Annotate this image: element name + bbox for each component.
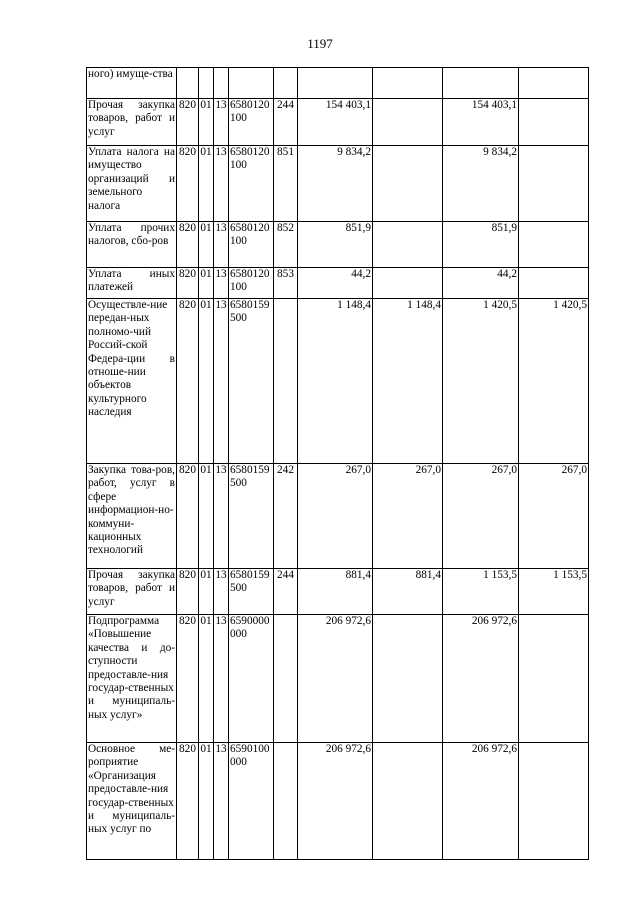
gr-code-cell: 820: [177, 268, 199, 299]
amount-year2-delegated-cell: [519, 222, 589, 268]
gr-code-cell: 820: [177, 146, 199, 222]
rz-code-cell: 01: [199, 743, 214, 860]
row-name-cell: Закупка това-ров, работ, услуг в сфере информацион-но-коммуни-кационных технологий: [87, 464, 177, 569]
pr-code-cell: 13: [214, 146, 229, 222]
amount-year2-cell: 9 834,2: [443, 146, 519, 222]
amount-year1-cell: 267,0: [298, 464, 373, 569]
amount-year1-delegated-cell: 1 148,4: [373, 299, 443, 464]
table-row: [87, 146, 589, 222]
table-row: [87, 743, 589, 860]
pr-code-cell: 13: [214, 569, 229, 615]
amount-year2-delegated-cell: 267,0: [519, 464, 589, 569]
amount-year2-cell: 851,9: [443, 222, 519, 268]
row-name-cell: Прочая закупка товаров, работ и услуг: [87, 99, 177, 146]
amount-year1-cell: 1 148,4: [298, 299, 373, 464]
amount-year1-delegated-cell: [373, 99, 443, 146]
csr-code-cell: 6580120100: [229, 268, 274, 299]
row-name-cell: ного) имуще-ства: [87, 68, 177, 99]
row-name-cell: Уплата иных платежей: [87, 268, 177, 299]
gr-code-cell: [177, 68, 199, 99]
amount-year2-cell: 1 420,5: [443, 299, 519, 464]
row-name-cell: Прочая закупка товаров, работ и услуг: [87, 569, 177, 615]
vr-code-cell: [274, 615, 298, 743]
budget-table: [86, 67, 589, 860]
vr-code-cell: 853: [274, 268, 298, 299]
amount-year1-cell: 44,2: [298, 268, 373, 299]
pr-code-cell: 13: [214, 268, 229, 299]
amount-year2-delegated-cell: [519, 268, 589, 299]
row-name-cell: Основное ме-роприятие «Организация предоставле-ния государ-ственных и муниципаль-ных услуг по: [87, 743, 177, 860]
pr-code-cell: 13: [214, 464, 229, 569]
row-name-cell: Подпрограмма «Повышение качества и до-ступности предоставле-ния государ-ственных и муниципаль-ных услуг»: [87, 615, 177, 743]
amount-year1-delegated-cell: [373, 68, 443, 99]
pr-code-cell: [214, 68, 229, 99]
amount-year1-cell: 206 972,6: [298, 743, 373, 860]
amount-year1-delegated-cell: [373, 146, 443, 222]
amount-year2-delegated-cell: 1 420,5: [519, 299, 589, 464]
row-name-cell: Уплата прочих налогов, сбо-ров: [87, 222, 177, 268]
pr-code-cell: 13: [214, 615, 229, 743]
table-row: [87, 68, 589, 99]
vr-code-cell: [274, 68, 298, 99]
rz-code-cell: 01: [199, 615, 214, 743]
gr-code-cell: 820: [177, 569, 199, 615]
table-row: [87, 615, 589, 743]
amount-year2-delegated-cell: [519, 615, 589, 743]
gr-code-cell: 820: [177, 99, 199, 146]
amount-year1-cell: 206 972,6: [298, 615, 373, 743]
amount-year1-cell: 881,4: [298, 569, 373, 615]
amount-year1-cell: [298, 68, 373, 99]
amount-year2-delegated-cell: [519, 68, 589, 99]
page-number: 1197: [307, 36, 333, 51]
amount-year1-delegated-cell: [373, 222, 443, 268]
amount-year2-delegated-cell: [519, 99, 589, 146]
amount-year2-cell: 44,2: [443, 268, 519, 299]
amount-year1-delegated-cell: [373, 743, 443, 860]
amount-year2-cell: 206 972,6: [443, 743, 519, 860]
csr-code-cell: 6590100000: [229, 743, 274, 860]
row-name-cell: Осуществле-ние передан-ных полномо-чий Россий-ской Федера-ции в отноше-нии объектов культурного наследия: [87, 299, 177, 464]
gr-code-cell: 820: [177, 743, 199, 860]
rz-code-cell: 01: [199, 99, 214, 146]
csr-code-cell: 6590000000: [229, 615, 274, 743]
pr-code-cell: 13: [214, 99, 229, 146]
amount-year1-delegated-cell: [373, 268, 443, 299]
vr-code-cell: 851: [274, 146, 298, 222]
amount-year1-delegated-cell: [373, 615, 443, 743]
amount-year2-delegated-cell: 1 153,5: [519, 569, 589, 615]
table-row: [87, 99, 589, 146]
rz-code-cell: 01: [199, 299, 214, 464]
csr-code-cell: 6580120100: [229, 99, 274, 146]
amount-year1-delegated-cell: 881,4: [373, 569, 443, 615]
amount-year2-cell: 154 403,1: [443, 99, 519, 146]
table-row: [87, 299, 589, 464]
csr-code-cell: 6580159500: [229, 299, 274, 464]
csr-code-cell: [229, 68, 274, 99]
gr-code-cell: 820: [177, 464, 199, 569]
rz-code-cell: 01: [199, 569, 214, 615]
amount-year1-cell: 154 403,1: [298, 99, 373, 146]
rz-code-cell: 01: [199, 268, 214, 299]
amount-year1-cell: 851,9: [298, 222, 373, 268]
csr-code-cell: 6580120100: [229, 146, 274, 222]
amount-year2-cell: 267,0: [443, 464, 519, 569]
amount-year1-delegated-cell: 267,0: [373, 464, 443, 569]
gr-code-cell: 820: [177, 299, 199, 464]
csr-code-cell: 6580159500: [229, 464, 274, 569]
amount-year1-cell: 9 834,2: [298, 146, 373, 222]
vr-code-cell: 244: [274, 569, 298, 615]
amount-year2-delegated-cell: [519, 743, 589, 860]
gr-code-cell: 820: [177, 222, 199, 268]
amount-year2-cell: 1 153,5: [443, 569, 519, 615]
amount-year2-cell: [443, 68, 519, 99]
gr-code-cell: 820: [177, 615, 199, 743]
table-row: [87, 268, 589, 299]
csr-code-cell: 6580120100: [229, 222, 274, 268]
amount-year2-cell: 206 972,6: [443, 615, 519, 743]
table-row: [87, 569, 589, 615]
vr-code-cell: [274, 299, 298, 464]
table-body: [87, 68, 589, 860]
table-row: [87, 222, 589, 268]
csr-code-cell: 6580159500: [229, 569, 274, 615]
vr-code-cell: 852: [274, 222, 298, 268]
vr-code-cell: 242: [274, 464, 298, 569]
rz-code-cell: 01: [199, 222, 214, 268]
table-row: [87, 464, 589, 569]
vr-code-cell: 244: [274, 99, 298, 146]
pr-code-cell: 13: [214, 743, 229, 860]
rz-code-cell: 01: [199, 464, 214, 569]
vr-code-cell: [274, 743, 298, 860]
row-name-cell: Уплата налога на имущество организаций и земельного налога: [87, 146, 177, 222]
amount-year2-delegated-cell: [519, 146, 589, 222]
rz-code-cell: [199, 68, 214, 99]
pr-code-cell: 13: [214, 299, 229, 464]
rz-code-cell: 01: [199, 146, 214, 222]
pr-code-cell: 13: [214, 222, 229, 268]
